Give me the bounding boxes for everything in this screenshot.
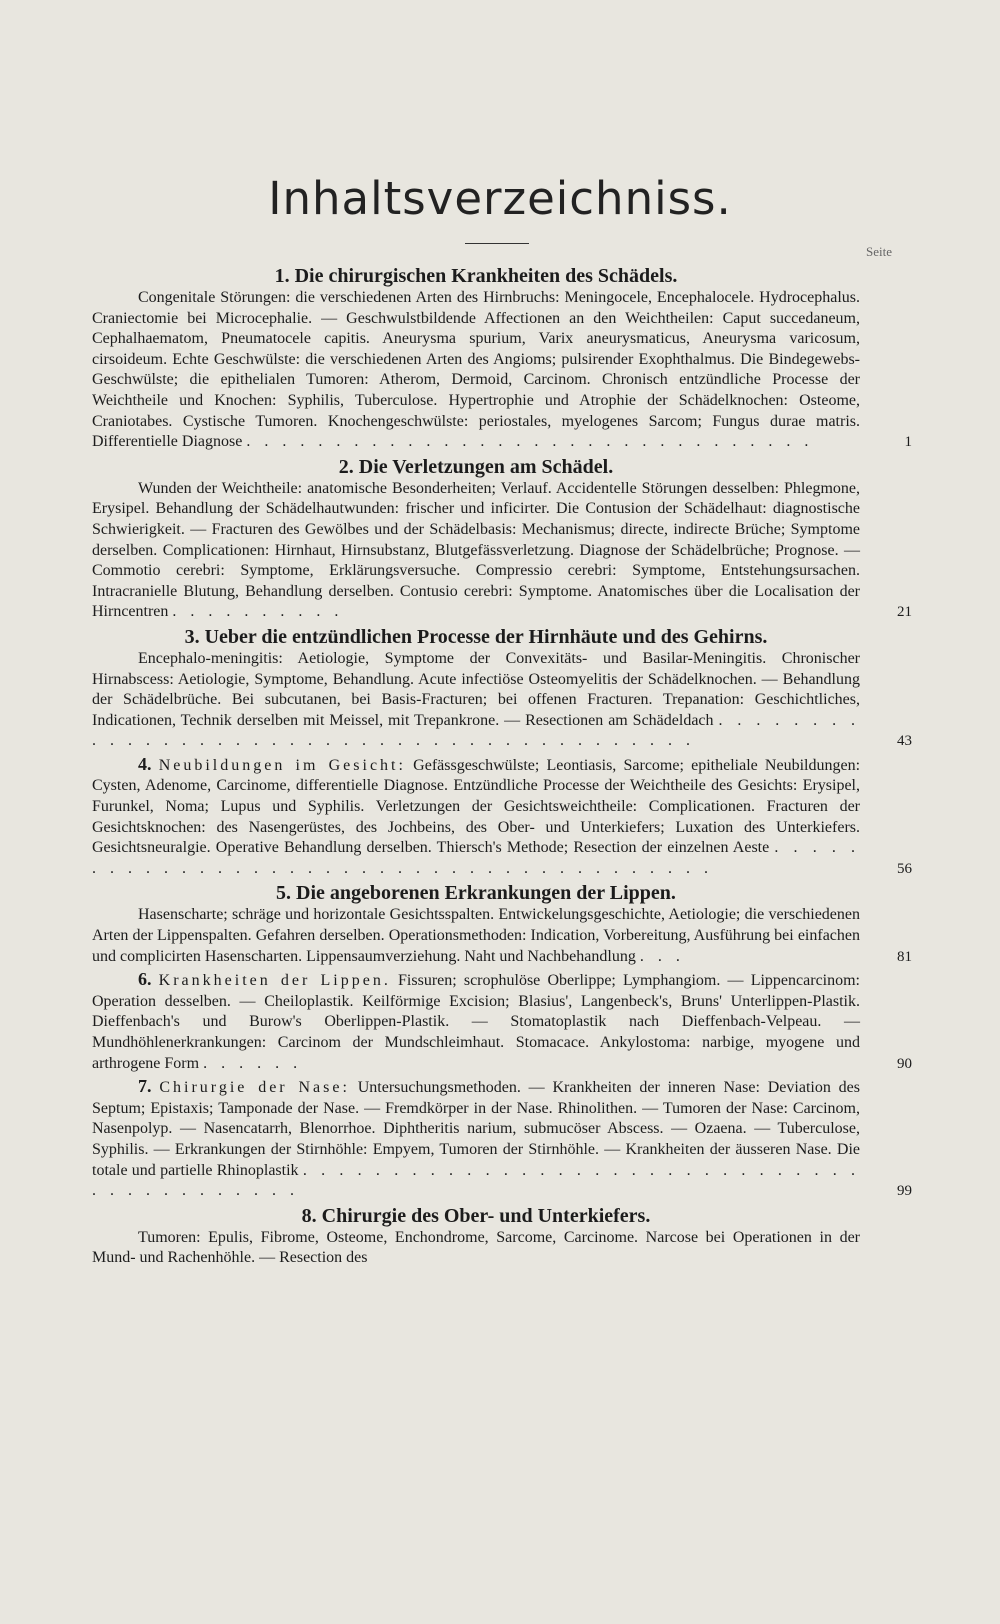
section-summary [92,969,860,1074]
toc-entry [92,753,912,880]
section-title: Chirurgie des Ober- und Unterkiefers. [321,1204,651,1227]
toc-entry [92,881,912,967]
page-title: Inhaltsverzeichniss. [268,172,732,225]
section-title: Chirurgie der Nase: [159,1079,350,1097]
page-number: 21 [897,604,912,621]
section-title: Die angeborenen Erkrankungen der Lippen. [296,882,676,905]
page-number: 43 [897,733,912,750]
page-number: 90 [897,1055,912,1072]
section-summary [92,479,860,623]
summary-text: Wunden der Weichtheile: anatomische Besonderheiten; Verlauf. Accidentelle Störungen desselben: Phlegmone, Erysipel. Behandlung der Schädelhautwunden: frischer und inficirter. Die Contusion der Schädelhaut: diagnostische Schwierigkeit. — Fracturen des Gewölbes und der Schädelbasis: Mechanismus; directe, indirecte Brüche; Symptome derselben. Complicationen: Hirnhaut, Hirnsubstanz, Blutgefässverletzung. Diagnose der Schädelbrüche; Prognose. — Commotio cerebri: Symptome, Erklärungsversuche. Compressio cerebri: Symptome, Entstehungsursachen. Intracranielle Blutung, Behandlung derselben. Contusio cerebri: Symptome. Anatomisches über die Localisation der Hirncentren [92,479,860,621]
page-number: 1 [904,434,912,451]
leader-dots: . . . . . . . . . . . . . . . . . . . . . . . . . . . . . . . . . . . . . . . . [92,839,860,877]
section-summary [92,288,860,453]
toc-entry [92,1076,912,1202]
page-number: 99 [897,1183,912,1200]
section-summary [92,1228,860,1269]
leader-dots: . . . . . . . . . . . . . . . . . . . . . . . . . . . . . . . . [246,433,814,451]
section-title: Krankheiten der Lippen. [158,972,391,990]
toc-entry [92,1204,860,1269]
section-title: Die Verletzungen am Schädel. [358,455,614,478]
section-summary [92,754,860,880]
section-title: Neubildungen im Gesicht: [158,756,406,774]
section-summary [92,1076,860,1202]
section-summary [92,649,860,752]
title-rule [465,243,529,244]
section-title: Ueber die entzündlichen Processe der Hirnhäute und des Gehirns. [204,625,768,648]
toc-entry [92,264,912,453]
section-heading [92,1204,860,1228]
section-heading [92,881,860,905]
toc-entry [92,455,912,623]
summary-text: Gefässgeschwülste; Leontiasis, Sarcome; epitheliale Neubildungen: Cysten, Adenome, Carcinome, differentielle Diagnose. Entzündliche Processe der Weichtheile des Gesichts: Erysipel, Furunkel, Noma; Lupus und Syphilis. Verletzungen der Gesichtsweichtheile: Complicationen. Fracturen der Gesichtsknochen: des Nasengerüstes, des Jochbeins, des Ober- und Unterkiefers; Luxation des Unterkiefers. Gesichtsneuralgie. Operative Behandlung derselben. Thiersch's Methode; Resection der einzelnen Aeste [92,756,861,857]
section-heading [92,625,860,649]
toc-entry [92,625,912,752]
leader-dots: . . . . . . . . . . . . . . . . . . . . . . . . . . . . . . . . . . . . . . . . . . [92,711,861,750]
section-heading [92,264,860,288]
table-of-contents [92,262,912,1269]
summary-text: Encephalo-meningitis: Aetiologie, Symptome der Convexitäts- und Basilar-Meningitis. Chronischer Hirnabscess: Aetiologie, Symptome, Behandlung. Acute infectiöse Osteomyelitis der Schädelknochen. — Behandlung der Schädelbrüche. Bei subcutanen, bei Basis-Fracturen; bei offenen Fracturen. Trepanation: Geschichtliches, Indicationen, Technik derselben mit Meissel, mit Trepankrone. — Resectionen am Schädeldach [92,649,860,729]
section-title: Die chirurgischen Krankheiten des Schädels. [294,265,678,287]
summary-text: Hasenscharte; schräge und horizontale Gesichtsspalten. Entwickelungsgeschichte, Aetiologie; die verschiedenen Arten der Lippenspalten. Gefahren derselben. Operationsmethoden: Indication, Vorbereitung, Ausführung bei einfachen und complicirten Hasenscharten. Lippensaumverziehung. Naht und Nachbehandlung [92,906,860,965]
summary-text: Untersuchungsmethoden. — Krankheiten der inneren Nase: Deviation des Septum; Epistaxis; Tamponade der Nase. — Fremdkörper in der Nase. Rhinolithen. — Tumoren der Nase: Carcinom, Nasenpolyp. — Nasencatarrh, Blenorrhoe. Diphtheritis narium, submucöser Abscess. — Ozaena. — Tuberculose, Syphilis. — Erkrankungen der Stirnhöhle: Empyem, Tumoren der Stirnhöhle. — Krankheiten der äusseren Nase. Die totale und partielle Rhinoplastik [92,1079,861,1179]
page-number: 81 [897,948,912,965]
page-column-label: Seite [866,244,892,259]
section-number: 5. [276,882,292,905]
section-number: 4. [138,753,152,774]
section-number: 7. [138,1076,152,1097]
section-number: 3. [184,625,200,648]
section-number: 6. [138,969,152,990]
section-heading [92,455,860,479]
section-number: 8. [301,1204,317,1227]
section-number: 1. [274,265,290,287]
leader-dots: . . . . . . . . . . . . . . . . . . . . . . . . . . . . . . . . . . . . . . . . . . . [92,1161,861,1200]
leader-dots: . . . . . . . . . . [172,603,344,621]
leader-dots: . . . [639,947,685,965]
section-number: 2. [338,455,354,478]
summary-text: Fissuren; scrophulöse Oberlippe; Lymphangiom. — Lippencarcinom: Operation desselben. — Cheiloplastik. Keilförmige Excision; Blasius', Langenbeck's, Bruns' Unterlippen-Plastik. Dieffenbach's und Burow's Oberlippen-Plastik. — Stomatoplastik nach Dieffenbach-Velpeau. — Mundhöhlenerkrankungen: Carcinom der Mundschleimhaut. Stomacace. Ankylostoma: narbige, myogene und arthrogene Form [92,972,861,1072]
summary-text: Congenitale Störungen: die verschiedenen Arten des Hirnbruchs: Meningocele, Encephalocele. Hydrocephalus. Craniectomie bei Microcephalie. — Geschwulstbildende Affectionen an den Weichtheilen: Caput succedaneum, Cephalhaematom, Pneumatocele capitis. Aneurysma spurium, Varix aneurysmaticus, Aneurysma varicosum, cirsoideum. Echte Geschwülste: die verschiedenen Arten des Angioms; pulsirender Exophthalmus. Die Bindegewebs-Geschwülste; die epithelialen Tumoren: Atherom, Dermoid, Carcinom. Chronisch entzündliche Processe der Weichtheile und Knochen: Syphilis, Tuberculose. Hypertrophie und Atrophie der Schädelknochen: Osteome, Craniotabes. Cystische Tumoren. Knochengeschwülste: periostales, myelogenes Sarcom; Fungus durae matris. Differentielle Diagnose [92,289,860,451]
summary-text: Tumoren: Epulis, Fibrome, Osteome, Enchondrome, Sarcome, Carcinome. Narcose bei Operationen in der Mund- und Rachenhöhle. — Resection des [92,1228,860,1267]
section-summary [92,905,860,967]
leader-dots: . . . . . . [203,1054,303,1072]
toc-entry [92,969,912,1074]
page-number: 56 [897,860,912,877]
